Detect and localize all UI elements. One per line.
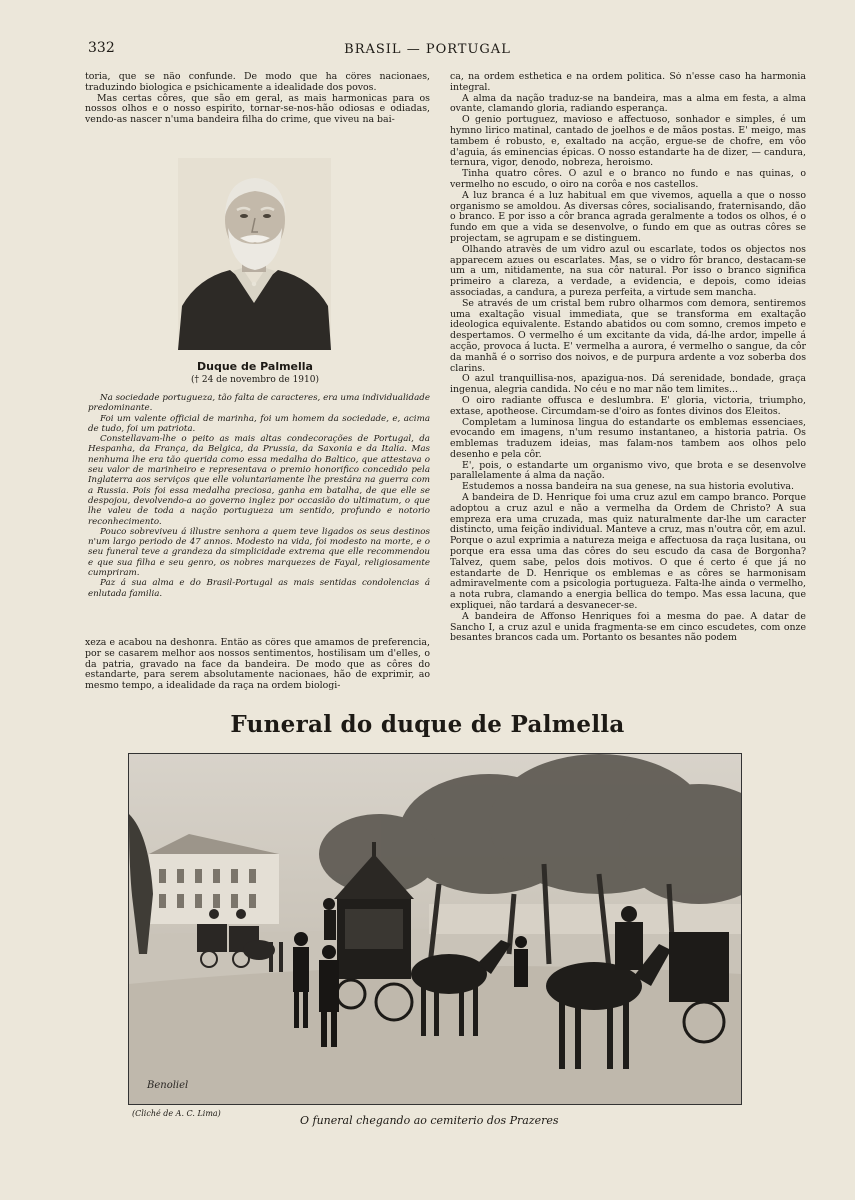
photographer-signature: Benoliel bbox=[147, 1080, 189, 1091]
paragraph: Na sociedade portugueza, tão falta de caracteres, era uma individualidade predominante. bbox=[88, 393, 430, 414]
paragraph: E', pois, o estandarte um organismo vivo, que brota e se desenvolve parallelamente á alma da nação. bbox=[450, 459, 806, 482]
obituary-italic-block bbox=[88, 393, 430, 633]
paragraph: Paz á sua alma e do Brasil-Portugal as mais sentidas condolencias á enlutada familia. bbox=[88, 578, 430, 599]
paragraph: O genio portuguez, mavioso e affectuoso, sonhador e simples, é um hymno lirico matinal, cantado de joelhos e de mãos postas. E' meigo, mas tambem é robusto, e, exaltado na acção, ergue-se de chofre, em vôo d'aguia, ás eminencias épicas. O nosso estandarte ha de dizer, — candura, ternura, vigor, denodo, nobreza, heroismo. bbox=[450, 114, 806, 169]
paragraph: A bandeira de D. Henrique foi uma cruz azul em campo branco. Porque adoptou a cruz azul e não a vermelha da Ordem de Christo? A sua empreza era uma cruzada, mas quiz naturalmente dar-lhe um caracter distincto, uma feição individual. Manteve a cruz, mas n'outra côr, em azul. Porque o azul exprimia a natureza meiga e affectuosa da raça lusitana, ou porque era essa uma das côres do seu escudo da casa de Borgonha? Talvez, quem sabe, pelos dois motivos. O que é certo é que já no estandarte de D. Henrique os emblemas e as côres se harmonisam admiravelmente com a psicologia portugueza. Falta-lhe ainda o vermelho, a nota rubra, clamando a energia bellica do tempo. Mas essa lacuna, que expliquei, não tardará a desvanecer-se. bbox=[450, 492, 806, 612]
funeral-photo bbox=[128, 753, 742, 1105]
paragraph: A alma da nação traduz-se na bandeira, mas a alma em festa, a alma ovante, clamando gloria, radiando esperança. bbox=[450, 92, 806, 115]
paragraph: O azul tranquillisa-nos, apazigua-nos. Dá serenidade, bondade, graça ingenua, alegria candida. No céu e no mar não tem limites... bbox=[450, 373, 806, 396]
paragraph: Pouco sobreviveu á illustre senhora a quem teve ligados os seus destinos n'um largo periodo de 47 annos. Modesto na vida, foi modesto na morte, e o seu funeral teve a grandeza da simplicidade extrema que elle recommendou e que sua filha e seu genro, os nobres marquezes de Fayal, religiosamente cumpriram. bbox=[88, 526, 430, 579]
paragraph: A luz branca é a luz habitual em que vivemos, aquella a que o nosso organismo se amoldou. As diversas côres, socialisando, fraternisando, dão o branco. E por isso a côr branca agrada geralmente a todos os olhos, é o fundo em que a vida se desenvolve, o fundo em que as outras côres se projectam, se agrupam e se distinguem. bbox=[450, 189, 806, 244]
funeral-title: Funeral do duque de Palmella bbox=[230, 711, 625, 738]
page-number: 332 bbox=[88, 40, 115, 56]
paragraph: Tinha quatro côres. O azul e o branco no fundo e nas quinas, o vermelho no escudo, o oiro na corôa e nos castellos. bbox=[450, 168, 806, 190]
paragraph: Mas certas côres, que são em geral, as mais harmonicas para os nossos olhos e o nosso espirito, tornar-se-nos-hão odiosas e odiadas, vendo-as nascer n'uma bandeira filha do crime, que viveu na bai- bbox=[85, 92, 430, 126]
paragraph: ca, na ordem esthetica e na ordem politica. Só n'esse caso ha harmonia integral. bbox=[450, 72, 806, 93]
right-column bbox=[450, 72, 806, 698]
portrait-caption-name: Duque de Palmella bbox=[197, 360, 313, 373]
portrait-caption-date: († 24 de novembro de 1910) bbox=[191, 375, 319, 385]
paragraph: Olhando atravès de um vidro azul ou escarlate, todos os objectos nos apparecem azues ou escarlates. Mas, se o vidro fôr branco, destacam-se um a um, nitidamente, na sua côr natural. Por isso o branco significa primeiro a clareza, a verdade, a evidencia, e depois, como ideias associadas, a candura, a pureza perfeita, a virtude sem mancha. bbox=[450, 243, 806, 298]
photo-caption: O funeral chegando ao cemiterio dos Prazeres bbox=[300, 1114, 559, 1127]
paragraph: Constellavam-lhe o peito as mais altas condecorações de Portugal, da Hespanha, da França, da Belgica, da Prussia, da Saxonia e da Italia. Mas nenhuma lhe era tão querida como essa medalha do Baltico, que attestava o seu valor de marinheiro e representava o premio honorifico concedido pela Inglaterra aos serviços que elle voluntariamente lhe prestára na guerra com a Russia. Pois foi essa medalha preciosa, ganha em batalha, de que elle se despojou, devolvendo-a ao governo inglez por occasião do ultimatum, o que lhe valeu de toda a nação portugueza um sentido, profundo e notorio reconhecimento. bbox=[88, 434, 430, 527]
left-column-top bbox=[85, 72, 430, 134]
paragraph: Estudemos a nossa bandeira na sua genese, na sua historia evolutiva. bbox=[462, 481, 794, 493]
paragraph: A bandeira de Affonso Henriques foi a mesma do pae. A datar de Sancho I, a cruz azul e unida fragmenta-se em cinco escudetes, com onze besantes brancos cada um. Portanto os besantes não podem bbox=[450, 610, 806, 644]
paragraph: O oiro radiante offusca e deslumbra. E' gloria, victoria, triumpho, extase, apotheose. Circumdam-se d'oiro as fontes divinos dos Eleitos. bbox=[450, 394, 806, 417]
running-head: BRASIL — PORTUGAL bbox=[344, 42, 511, 57]
paragraph: Completam a luminosa lingua do estandarte os emblemas essenciaes, evocando em imagens, n'um resumo instantaneo, a historia patria. Os emblemas traduzem ideias, mas falam-nos tambem aos olhos pelo desenho e pela côr. bbox=[450, 416, 806, 460]
portrait-photo bbox=[178, 158, 331, 350]
portrait-illustration bbox=[178, 158, 331, 350]
photo-credit: (Cliché de A. C. Lima) bbox=[132, 1109, 221, 1118]
paragraph: toria, que se não confunde. De modo que ha côres nacionaes, traduzindo biologica e psichicamente a idealidade dos povos. bbox=[85, 72, 430, 93]
funeral-scene-illustration bbox=[129, 754, 741, 1104]
paragraph: xeza e acabou na deshonra. Então as côres que amamos de preferencia, por se casarem melhor aos nossos sentimentos, hostilisam um d'elles, o da patria, gravado na face da bandeira. De modo que as côres do estandarte, para serem absolutamente nacionaes, hão de exprimir, ao mesmo tempo, a idealidade da raça na ordem biologi- bbox=[85, 638, 430, 692]
paragraph: Se através de um cristal bem rubro olharmos com demora, sentiremos uma exaltação visual immediata, que se transforma em exaltação ideologica equivalente. Estando abatidos ou com somno, cremos impeto e despertamos. O vermelho é um excitante da vida, dá-lhe ardor, impelle á acção, provoca á lucta. E' vermelha a aurora, é vermelho o sangue, da côr da manhã é o sorriso dos noivos, e de purpura ardente a voz soberba dos clarins. bbox=[450, 297, 806, 374]
paragraph: Foi um valente official de marinha, foi um homem da sociedade, e, acima de tudo, foi um patriota. bbox=[88, 413, 430, 434]
left-column-bottom bbox=[85, 638, 430, 698]
